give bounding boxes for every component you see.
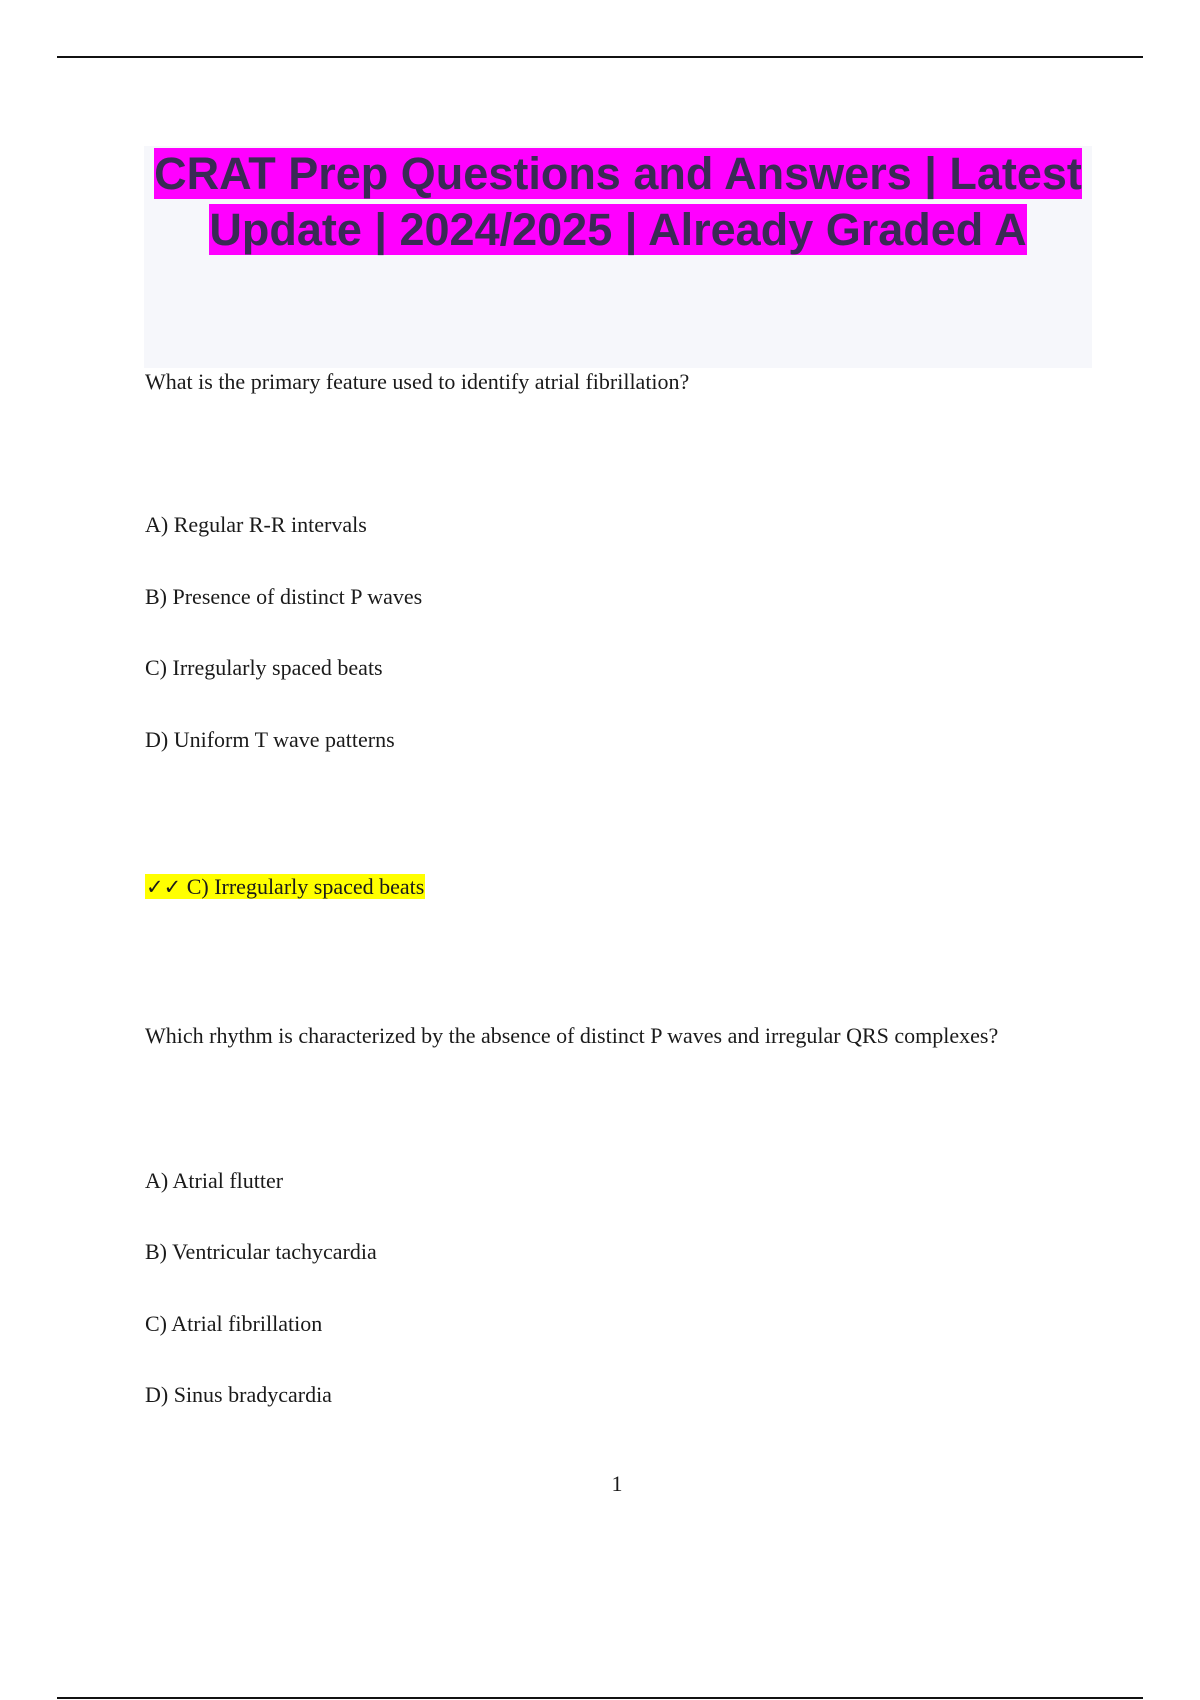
question-2-option-c: C) Atrial fibrillation [145, 1311, 323, 1336]
question-1-option-c: C) Irregularly spaced beats [145, 655, 383, 680]
document-title [144, 146, 1092, 258]
document-title-text: CRAT Prep Questions and Answers | Latest Update | 2024/2025 | Already Graded A [154, 148, 1082, 255]
question-2-option-b: B) Ventricular tachycardia [145, 1239, 377, 1264]
page-number: 1 [611, 1471, 623, 1496]
question-1-answer [145, 873, 425, 901]
top-rule [57, 56, 1143, 58]
question-2-prompt: Which rhythm is characterized by the absence of distinct P waves and irregular QRS complexes? [145, 1023, 999, 1048]
question-2-option-d: D) Sinus bradycardia [145, 1382, 332, 1407]
question-1-answer-text: C) Irregularly spaced beats [186, 874, 425, 899]
bottom-rule [57, 1697, 1143, 1699]
question-1-prompt: What is the primary feature used to identify atrial fibrillation? [145, 369, 690, 394]
question-2-option-a: A) Atrial flutter [145, 1168, 284, 1193]
question-1-option-a: A) Regular R-R intervals [145, 512, 367, 537]
question-1-option-d: D) Uniform T wave patterns [145, 727, 395, 752]
double-check-icon: ✓✓ [146, 875, 182, 899]
question-1-option-b: B) Presence of distinct P waves [145, 584, 423, 609]
answer-highlight [145, 874, 425, 899]
